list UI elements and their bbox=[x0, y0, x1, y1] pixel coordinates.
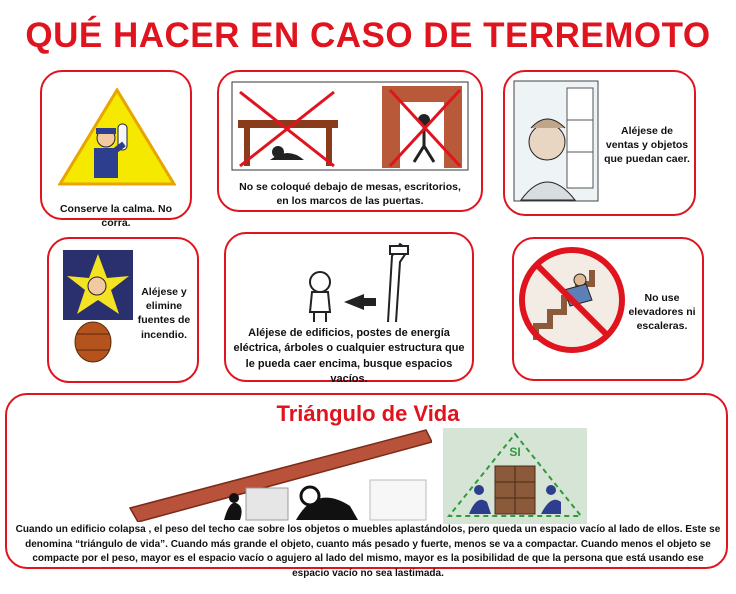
elevators-illustration bbox=[516, 244, 628, 356]
card-tables-caption: No se coloqué debajo de mesas, escritorios, en los marcos de las puertas. bbox=[239, 181, 461, 208]
card-elevators-caption: No use elevadores ni escaleras. bbox=[628, 292, 696, 333]
tables-illustration bbox=[230, 80, 470, 172]
page-title: QUÉ HACER EN CASO DE TERREMOTO bbox=[25, 16, 711, 55]
si-label: SI bbox=[509, 445, 521, 459]
collapsed-roof-illustration bbox=[126, 428, 432, 522]
card-fire-caption: Aléjese y elimine fuentes de incendio. bbox=[137, 286, 191, 341]
triangle-of-life-description: Cuando un edificio colapsa , el peso del techo cae sobre los objetos o muebles aplastándolos, pero queda un espacio vacío al lado de ellos. Este se denomina “triángulo de vida”. Cuando más grande el objeto, cuanto más pesado y fuerte, menos se va a compactar. Cuando menos el objeto se compacte por el peso, mayor es el espacio vacío o agujero al lado del mismo, mayor es la posibilidad de que la persona que está usando ese espacio vacío no sea lastimada. bbox=[15, 524, 721, 579]
calm-illustration bbox=[58, 88, 176, 188]
card-windows-caption: Aléjese de ventas y objetos que puedan caer. bbox=[604, 125, 690, 166]
triangle-safe-zone-illustration bbox=[443, 428, 587, 524]
buildings-illustration bbox=[300, 236, 420, 324]
card-buildings-caption: Aléjese de edificios, postes de energía eléctrica, árboles o cualquier estructura que le pueda caer encima, busque espacios vacíos. bbox=[233, 327, 465, 386]
windows-illustration bbox=[513, 80, 599, 202]
triangle-of-life-title: Triángulo de Vida bbox=[276, 401, 460, 426]
fire-illustration bbox=[63, 250, 133, 364]
card-calm-caption: Conserve la calma. No corra. bbox=[59, 203, 173, 230]
